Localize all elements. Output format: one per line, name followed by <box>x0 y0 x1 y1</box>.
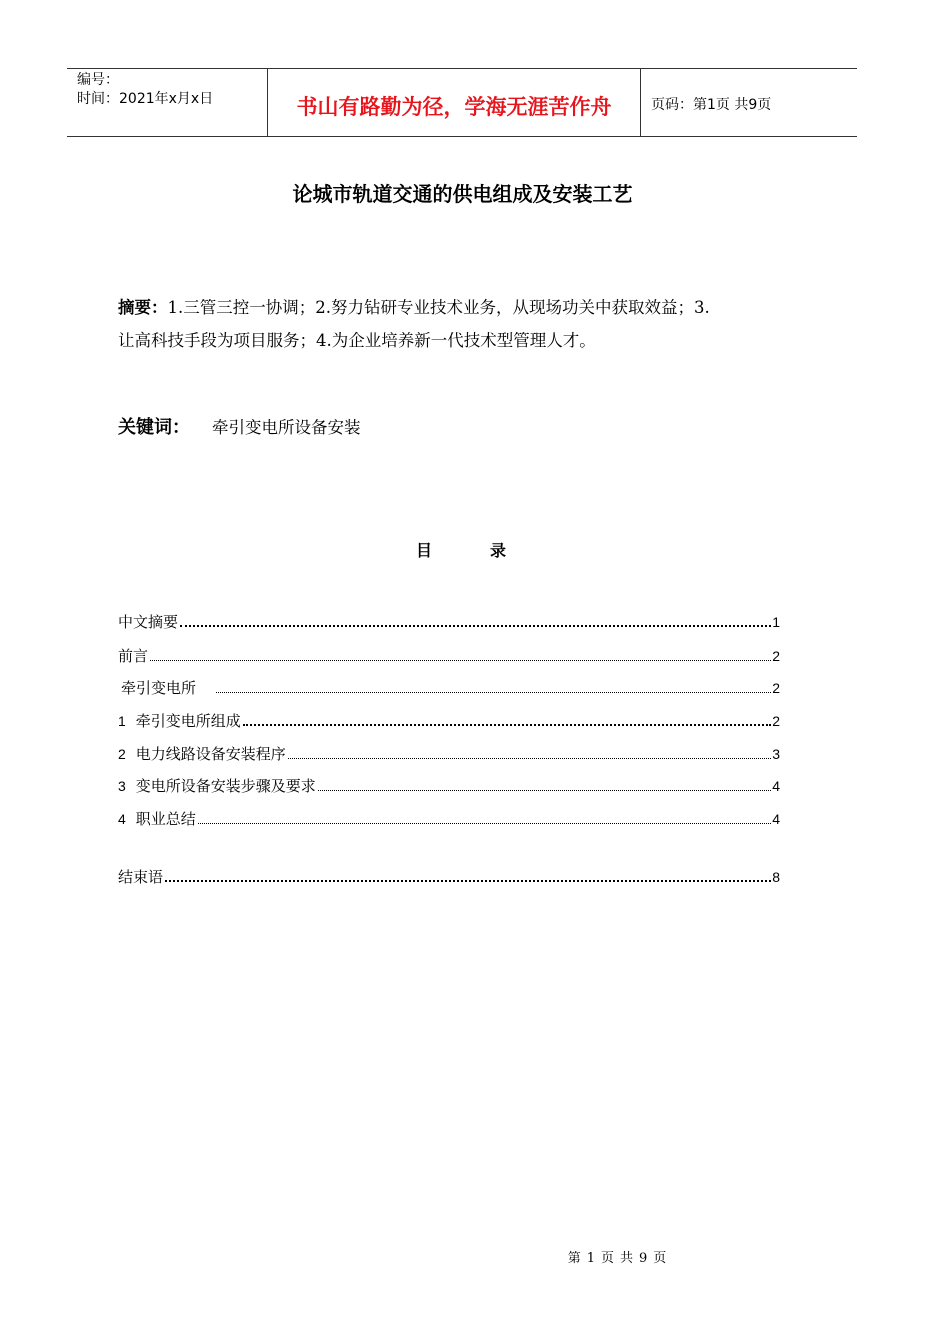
abstract-line-1 <box>118 291 818 324</box>
toc-item-page: 1 <box>772 614 780 630</box>
keywords <box>118 413 361 439</box>
toc-title <box>416 538 506 561</box>
footer-total-pages: 9 <box>639 1251 648 1266</box>
toc-item-number: 2 <box>118 746 126 762</box>
toc-item-page: 4 <box>772 778 780 794</box>
toc-item[interactable] <box>121 677 780 698</box>
toc-item-text: 结束语 <box>118 868 164 886</box>
toc-item-number: 4 <box>118 811 126 827</box>
toc-item-page: 4 <box>772 811 780 827</box>
header-table <box>67 68 857 137</box>
toc-leader <box>288 758 771 759</box>
toc-leader <box>150 660 771 661</box>
toc-item-page: 2 <box>772 713 780 729</box>
footer-text-a: 第 <box>567 1251 581 1266</box>
keywords-value: 牵引变电所设备安装 <box>212 418 361 437</box>
toc-item-page: 8 <box>772 869 780 885</box>
motto: 书山有路勤为径，学海无涯苦作舟 <box>296 95 612 119</box>
toc-item-number: 1 <box>118 713 126 729</box>
toc-title-a: 目 <box>416 541 433 560</box>
time-label: 时间：2021年x月x日 <box>77 91 214 107</box>
page-footer <box>0 1247 950 1266</box>
footer-page-number: 1 <box>586 1251 595 1266</box>
footer-text-b: 页 <box>600 1251 614 1266</box>
toc-leader <box>318 790 771 791</box>
toc-leader <box>216 692 771 693</box>
toc-item-text: 中文摘要 <box>118 613 179 631</box>
toc-item-text: 职业总结 <box>135 810 196 828</box>
toc-item-text: 牵引变电所 <box>121 679 197 697</box>
toc-item-text: 前言 <box>118 647 149 665</box>
document-title: 论城市轨道交通的供电组成及安装工艺 <box>292 182 633 206</box>
toc-item[interactable] <box>118 866 780 887</box>
toc-item-number: 3 <box>118 778 126 794</box>
abstract-line-2: 让高科技手段为项目服务；4.为企业培养新一代技术型管理人才。 <box>118 331 596 350</box>
abstract-label: 摘要： <box>118 298 168 317</box>
header-meta-cell <box>67 69 268 136</box>
toc-title-b: 录 <box>490 541 507 560</box>
toc-leader <box>243 724 771 726</box>
toc-item[interactable] <box>118 808 780 829</box>
toc-item-text: 变电所设备安装步骤及要求 <box>135 777 316 795</box>
toc-item-page: 2 <box>772 648 780 664</box>
serial-label: 编号： <box>77 72 119 88</box>
toc-item[interactable] <box>118 775 780 796</box>
toc-item[interactable] <box>118 645 780 666</box>
toc-item-page: 2 <box>772 680 780 696</box>
toc-item[interactable] <box>118 743 780 764</box>
keywords-label: 关键词： <box>118 417 190 438</box>
footer-text-c: 共 <box>620 1251 634 1266</box>
header-page-cell <box>641 69 857 136</box>
toc-item[interactable] <box>118 710 780 731</box>
page-info: 页码：第1页 共9页 <box>651 97 772 113</box>
toc-leader <box>165 880 771 882</box>
footer-text-d: 页 <box>653 1251 667 1266</box>
toc-item-text: 电力线路设备安装程序 <box>135 745 286 763</box>
header-motto-cell <box>268 69 641 136</box>
toc-item-page: 3 <box>772 746 780 762</box>
toc-item-text: 牵引变电所组成 <box>135 712 241 730</box>
toc-leader <box>180 625 771 627</box>
toc-item[interactable] <box>118 611 780 632</box>
toc-leader <box>198 823 771 824</box>
abstract <box>118 291 818 357</box>
abstract-text-1: 1.三管三控一协调；2.努力钻研专业技术业务，从现场功关中获取效益；3. <box>167 298 710 317</box>
